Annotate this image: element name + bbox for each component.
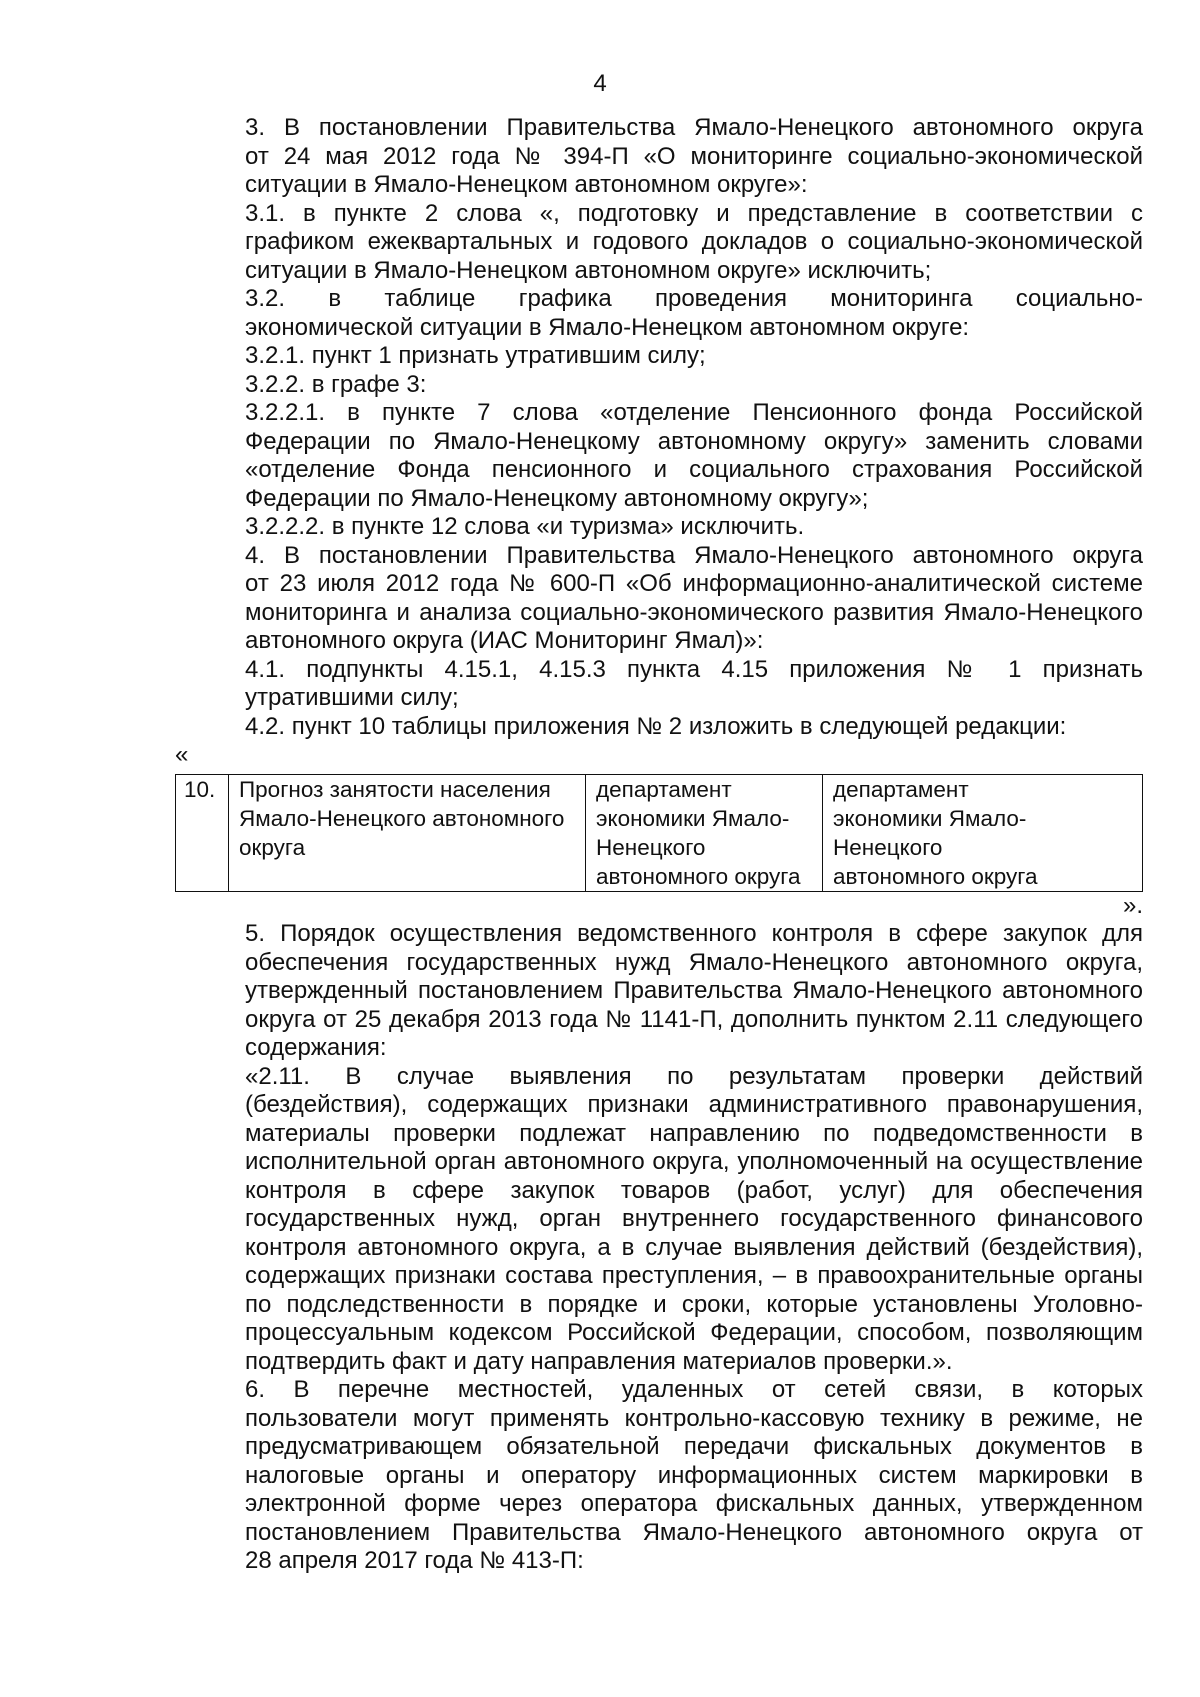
text-line: экономической ситуации в Ямало-Ненецком автономном округе: [245,313,970,341]
text-line: содержания: [245,1034,387,1061]
paragraph [175,399,1143,513]
paragraph [175,371,1143,400]
table-cell-description: Прогноз занятости населения Ямало-Ненецкого автономного округа [229,774,586,891]
text-line: предусматривающем обязательной передачи фискальных документов в [245,1433,1143,1460]
text-line: 3.1. в пункте 2 слова «, подготовку и представление в соответствии с [245,199,1143,227]
text-line: исполнительной орган автономного округа, уполномоченный на осуществление [245,1148,1143,1175]
text-line: обеспечения государственных нужд Ямало-Ненецкого автономного округа, [245,948,1143,976]
text-line: 3.2.2.2. в пункте 12 слова «и туризма» исключить. [245,513,805,540]
text-line: ситуации в Ямало-Ненецком автономном округе» исключить; [245,256,932,284]
text-line: налоговые органы и оператору информационных систем маркировки в [245,1461,1143,1489]
quote-open-mark: « [175,741,189,768]
text-line: 3.2.2. в графе 3: [245,370,427,398]
text-line: «2.11. В случае выявления по результатам проверки действий [245,1062,1143,1090]
paragraph [175,920,1143,1063]
quote-close-mark: ». [1122,891,1143,919]
text-line: содержащих признаки состава преступления, – в правоохранительные органы [245,1262,1143,1289]
text-line: графиком ежеквартальных и годового докладов о социально-экономической [245,228,1143,255]
text-line: «отделение Фонда пенсионного и социального страхования Российской [245,456,1143,483]
paragraph [175,656,1143,713]
text-line: постановлением Правительства Ямало-Ненецкого автономного округа от [245,1518,1143,1546]
paragraph [175,713,1143,742]
paragraph [175,342,1143,371]
table-row [176,774,1143,891]
text-line: материалы проверки подлежат направлению по подведомственности в [245,1119,1143,1147]
replacement-table [175,774,1143,892]
text-line: утвержденный постановлением Правительства Ямало-Ненецкого автономного [245,977,1143,1004]
text-line: 3. В постановлении Правительства Ямало-Ненецкого автономного округа [245,114,1143,141]
text-line: (бездействия), содержащих признаки административного правонарушения, [245,1091,1143,1118]
paragraph [175,285,1143,342]
text-line: 4.1. подпункты 4.15.1, 4.15.3 пункта 4.15 приложения № 1 признать [245,655,1143,683]
text-line: от 24 мая 2012 года № 394-П «О мониторинге социально-экономической [245,142,1143,170]
paragraphs-part-2 [175,920,1143,1576]
text-line: 5. Порядок осуществления ведомственного контроля в сфере закупок для [245,920,1143,947]
paragraphs-part-1 [175,114,1143,741]
text-line: процессуальным кодексом Российской Федерации, способом, позволяющим [245,1319,1143,1346]
text-line: 4. В постановлении Правительства Ямало-Ненецкого автономного округа [245,541,1143,569]
text-line: мониторинга и анализа социально-экономического развития Ямало-Ненецкого [245,598,1143,626]
text-line: контроля в сфере закупок товаров (работ, услуг) для обеспечения [245,1176,1143,1204]
text-line: округа от 25 декабря 2013 года № 1141-П, дополнить пунктом 2.11 следующего [245,1005,1143,1033]
text-line: контроля автономного округа, а в случае выявления действий (бездействия), [245,1233,1143,1261]
paragraph [175,513,1143,542]
paragraph [175,542,1143,656]
text-line: 3.2.2.1. в пункте 7 слова «отделение Пенсионного фонда Российской [245,399,1143,426]
text-line: от 23 июля 2012 года № 600-П «Об информационно-аналитической системе [245,570,1143,597]
text-line: 6. В перечне местностей, удаленных от сетей связи, в которых [245,1376,1143,1403]
paragraph [175,1376,1143,1576]
text-line: автономного округа (ИАС Мониторинг Ямал)»: [245,627,764,654]
text-line: Федерации по Ямало-Ненецкому автономному округу» заменить словами [245,427,1143,455]
text-line: 3.2. в таблице графика проведения мониторинга социально- [245,285,1143,312]
text-line: по подследственности в порядке и сроки, которые установлены Уголовно- [245,1290,1143,1318]
document-body [175,114,1143,1576]
text-line: электронной форме через оператора фискальных данных, утвержденном [245,1490,1143,1517]
text-line: подтвердить факт и дату направления материалов проверки.». [245,1347,953,1375]
text-line: государственных нужд, орган внутреннего государственного финансового [245,1205,1143,1232]
text-line: 3.2.1. пункт 1 признать утратившим силу; [245,342,706,369]
text-line: пользователи могут применять контрольно-кассовую технику в режиме, не [245,1404,1143,1432]
page-number: 4 [593,70,607,97]
text-line: ситуации в Ямало-Ненецком автономном округе»: [245,171,808,198]
table-cell-responsible-2: департамент экономики Ямало- Ненецкого автономного округа [823,774,1143,891]
text-line: Федерации по Ямало-Ненецкому автономному округу»; [245,484,869,512]
table-cell-number: 10. [176,774,229,891]
text-line: 4.2. пункт 10 таблицы приложения № 2 изложить в следующей редакции: [245,712,1067,740]
table-cell-responsible-1: департамент экономики Ямало- Ненецкого автономного округа [586,774,823,891]
paragraph [175,200,1143,286]
text-line: утратившими силу; [245,684,459,711]
text-line: 28 апреля 2017 года № 413-П: [245,1547,584,1574]
paragraph [175,114,1143,200]
paragraph [175,1063,1143,1377]
